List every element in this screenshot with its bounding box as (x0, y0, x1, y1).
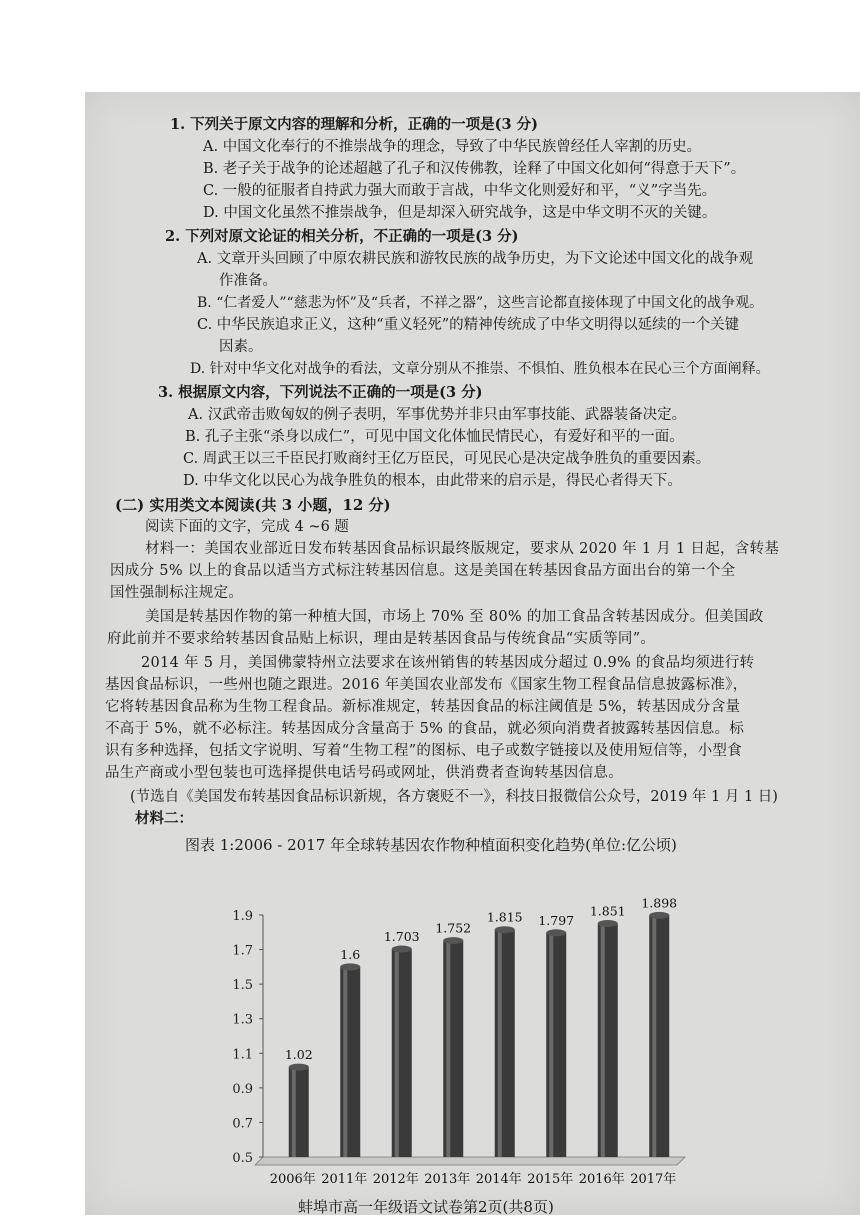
y-tick-label: 1.7 (232, 943, 253, 959)
question-1-option-d: D. 中国文化虽然不推崇战争，但是却深入研究战争，这是中华文明不灭的关键。 (203, 205, 717, 221)
bar-cap (340, 963, 360, 970)
bar-cap (598, 920, 618, 927)
question-3-option-d: D. 中华文化以民心为战争胜负的根本，由此带来的启示是，得民心者得天下。 (183, 473, 682, 489)
y-tick-label: 0.9 (232, 1081, 253, 1097)
x-tick-label: 2015年 (527, 1172, 574, 1187)
material-1-line: 材料一：美国农业部近日发布转基因食品标识最终版规定，要求从 2020 年 1 月 1 日起，含转基 (145, 541, 780, 557)
question-2-option-c-cont: 因素。 (219, 339, 263, 355)
question-3-option-a: A. 汉武帝击败匈奴的例子表明，军事优势并非只由军事技能、武器装备决定。 (188, 407, 687, 423)
question-1-option-a: A. 中国文化奉行的不推崇战争的理念，导致了中华民族曾经任人宰割的历史。 (203, 139, 702, 155)
bar-cap (649, 912, 669, 919)
chart-title: 图表 1:2006 - 2017 年全球转基因农作物种植面积变化趋势(单位:亿公顷) (185, 836, 677, 854)
material-1-line: 因成分 5% 以上的食品以适当方式标注转基因信息。这是美国在转基因食品方面出台的第一个全 (110, 563, 736, 579)
bar-cap (392, 946, 412, 953)
question-2-option-a: A. 文章开头回顾了中原农耕民族和游牧民族的战争历史，为下文论述中国文化的战争观 (197, 251, 754, 267)
x-tick-label: 2013年 (424, 1172, 471, 1187)
bar-highlight (652, 915, 656, 1157)
question-2-option-a-cont: 作准备。 (219, 273, 277, 289)
question-2-option-c: C. 中华民族追求正义，这种“重义轻死”的精神传统成了中华文明得以延续的一个关键 (197, 317, 740, 333)
y-tick-label: 1.9 (232, 909, 253, 924)
material-1-line: 它将转基因食品称为生物工程食品。新标准规定，转基因食品的标注阈值是 5%，转基因成分含量 (105, 699, 741, 715)
question-1-option-c: C. 一般的征服者自持武力强大而敢于言战，中华文化则爱好和平，“义”字当先。 (203, 183, 717, 199)
bar-highlight (601, 923, 605, 1157)
x-tick-label: 2016年 (578, 1172, 625, 1187)
x-tick-label: 2017年 (630, 1172, 677, 1187)
bar-highlight (446, 941, 450, 1157)
bar-highlight (498, 930, 502, 1157)
bar-value-label: 1.6 (340, 946, 361, 962)
bar-cap (443, 937, 463, 944)
material-1-line: 品生产商或小型包装也可选择提供电话号码或网址，供消费者查询转基因信息。 (105, 765, 623, 781)
bar-value-label: 1.703 (383, 929, 420, 945)
material-1-line: 基因食品标识，一些州也随之跟进。2016 年美国农业部发布《国家生物工程食品信息披露标准》， (105, 677, 748, 693)
question-2-stem: 2. 下列对原文论证的相关分析，不正确的一项是(3 分) (165, 228, 519, 245)
material-1-line: 不高于 5%，就不必标注。转基因成分含量高于 5% 的食品，就必须向消费者披露转基因信息。标 (105, 721, 745, 737)
bar-highlight (549, 933, 553, 1157)
question-2-option-d: D. 针对中华文化对战争的看法，文章分别从不推崇、不惧怕、胜负根本在民心三个方面阐释。 (190, 361, 770, 377)
material-1-source: (节选自《美国发布转基因食品标识新规，各方褒贬不一》，科技日报微信公众号，2019 年 1 月 1 日) (130, 789, 778, 805)
question-1-option-b: B. 老子关于战争的论述超越了孔子和汉传佛教，诠释了中国文化如何“得意于天下”。 (203, 161, 746, 177)
bar-cap (289, 1064, 309, 1071)
bar-cap (495, 926, 515, 933)
y-tick-label: 1.5 (232, 978, 253, 994)
section-2-heading: (二) 实用类文本阅读(共 3 小题，12 分) (115, 496, 391, 514)
bar-value-label: 1.797 (538, 912, 575, 928)
bar-value-label: 1.752 (435, 920, 472, 936)
bar-value-label: 1.815 (486, 909, 523, 925)
question-3-stem: 3. 根据原文内容，下列说法不正确的一项是(3 分) (158, 384, 483, 401)
material-1-line: 2014 年 5 月，美国佛蒙特州立法要求在该州销售的转基因成分超过 0.9% 的食品均须进行转 (141, 655, 755, 671)
section-2-instruction: 阅读下面的文字，完成 4 ~6 题 (145, 519, 349, 535)
bar-chart (215, 895, 695, 1195)
chart-floor (255, 1157, 685, 1165)
material-1-line: 美国是转基因作物的第一种植大国，市场上 70% 至 80% 的加工食品含转基因成分。但美国政 (145, 609, 764, 625)
material-2-label: 材料二： (135, 810, 193, 827)
bar-highlight (343, 967, 347, 1157)
bar-value-label: 1.02 (284, 1047, 313, 1063)
question-3-option-c: C. 周武王以三千臣民打败商纣王亿万臣民，可见民心是决定战争胜负的重要因素。 (183, 451, 711, 467)
y-tick-label: 1.3 (232, 1012, 253, 1028)
y-tick-label: 0.5 (232, 1151, 253, 1166)
material-1-line: 识有多种选择，包括文字说明、写着“生物工程”的图标、电子或数字链接以及使用短信等，小型食 (105, 743, 743, 759)
bar-cap (546, 929, 566, 936)
material-1-line: 府此前并不要求给转基因食品贴上标识，理由是转基因食品与传统食品“实质等同”。 (107, 631, 656, 647)
x-tick-label: 2014年 (475, 1172, 522, 1187)
question-3-option-b: B. 孔子主张“杀身以成仁”，可见中国文化体恤民情民心，有爱好和平的一面。 (185, 429, 684, 445)
question-1-stem: 1. 下列关于原文内容的理解和分析，正确的一项是(3 分) (170, 116, 539, 133)
y-tick-label: 0.7 (232, 1116, 253, 1132)
y-tick-label: 1.1 (232, 1047, 253, 1063)
bar-value-label: 1.851 (589, 903, 626, 919)
bar-chart-svg (215, 895, 695, 1195)
page-footer: 蚌埠市高一年级语文试卷第2页(共8页) (298, 1198, 554, 1216)
bar-highlight (292, 1067, 296, 1157)
x-tick-label: 2012年 (372, 1172, 419, 1187)
x-tick-label: 2011年 (321, 1172, 368, 1187)
bar-value-label: 1.898 (641, 895, 678, 911)
question-2-option-b: B. “仁者爱人”“慈悲为怀”及“兵者，不祥之器”，这些言论都直接体现了中国文化的战争观。 (197, 295, 764, 311)
material-1-line: 国性强制标注规定。 (110, 585, 244, 601)
bar-highlight (395, 949, 399, 1157)
x-tick-label: 2006年 (269, 1172, 316, 1187)
